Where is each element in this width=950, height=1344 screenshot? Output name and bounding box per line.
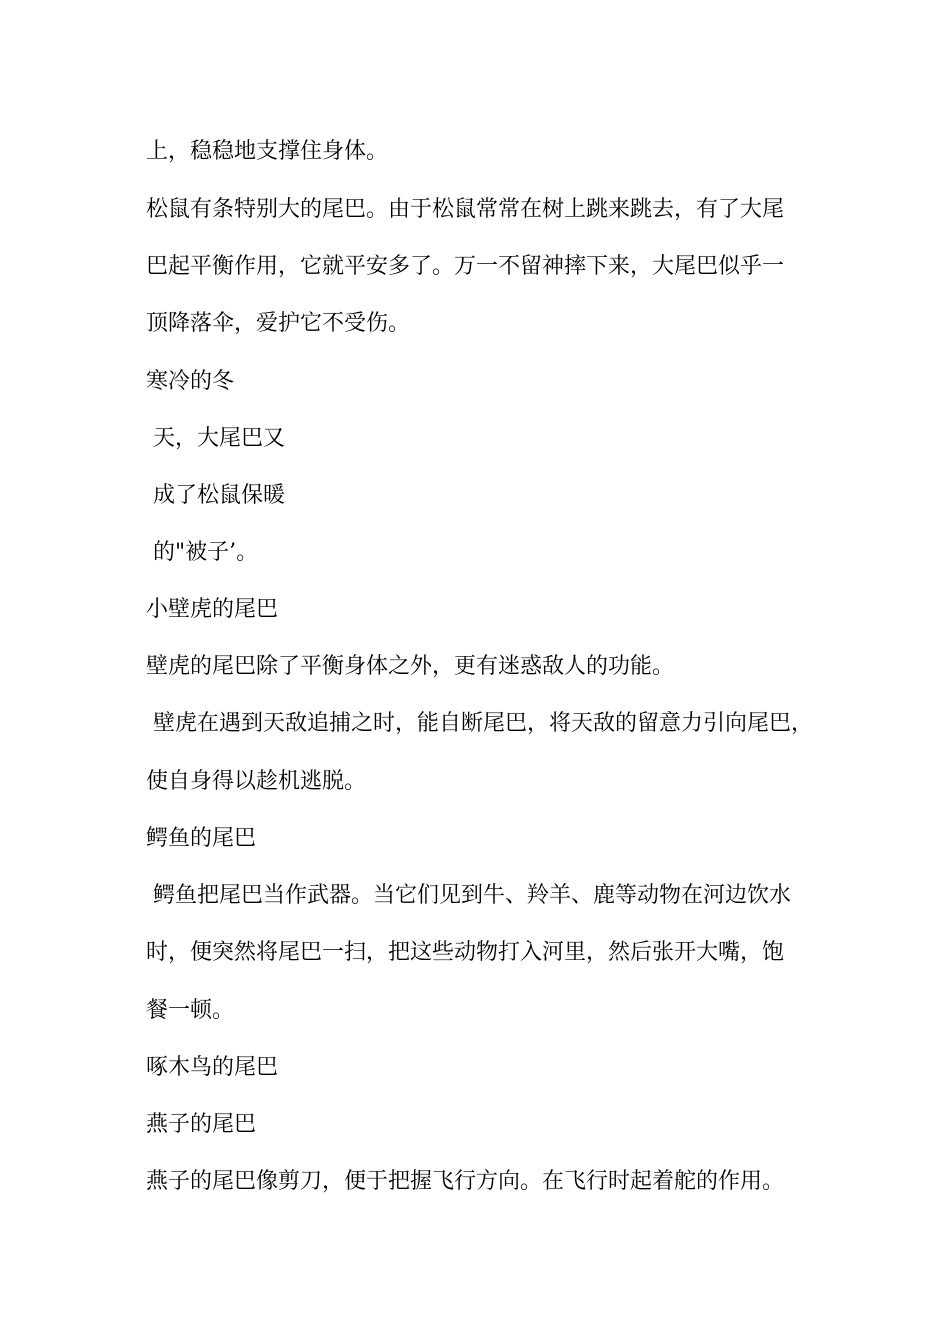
- text-line: 鳄鱼把尾巴当作武器。当它们见到牛、羚羊、鹿等动物在河边饮水: [146, 883, 791, 908]
- text-line: 巴起平衡作用，它就平安多了。万一不留神摔下来，大尾巴似乎一: [146, 254, 785, 279]
- text-line: 餐一顿。: [146, 998, 235, 1023]
- text-line: 壁虎在遇到天敌追捕之时，能自断尾巴，将天敌的留意力引向尾巴，: [146, 711, 813, 736]
- text-line: 松鼠有条特别大的尾巴。由于松鼠常常在树上跳来跳去，有了大尾: [146, 197, 785, 222]
- text-line: 上，稳稳地支撑住身体。: [146, 139, 389, 164]
- text-line: 壁虎的尾巴除了平衡身体之外，更有迷惑敌人的功能。: [146, 654, 675, 679]
- text-line: 使自身得以趁机逃脱。: [146, 769, 367, 794]
- text-line: 的"被子’。: [146, 540, 259, 565]
- section-heading: 啄木鸟的尾巴: [146, 1055, 279, 1080]
- text-line: 顶降落伞，爱护它不受伤。: [146, 311, 411, 336]
- section-heading: 燕子的尾巴: [146, 1112, 257, 1137]
- text-line: 成了松鼠保暖: [146, 483, 285, 508]
- section-heading: 鳄鱼的尾巴: [146, 826, 257, 851]
- section-heading: 寒冷的冬: [146, 369, 235, 394]
- text-line: 燕子的尾巴像剪刀，便于把握飞行方向。在飞行时起着舵的作用。: [146, 1169, 785, 1194]
- section-heading: 小壁虎的尾巴: [146, 597, 279, 622]
- text-line: 时，便突然将尾巴一扫，把这些动物打入河里，然后张开大嘴，饱: [146, 940, 785, 965]
- text-line: 天，大尾巴又: [146, 426, 285, 451]
